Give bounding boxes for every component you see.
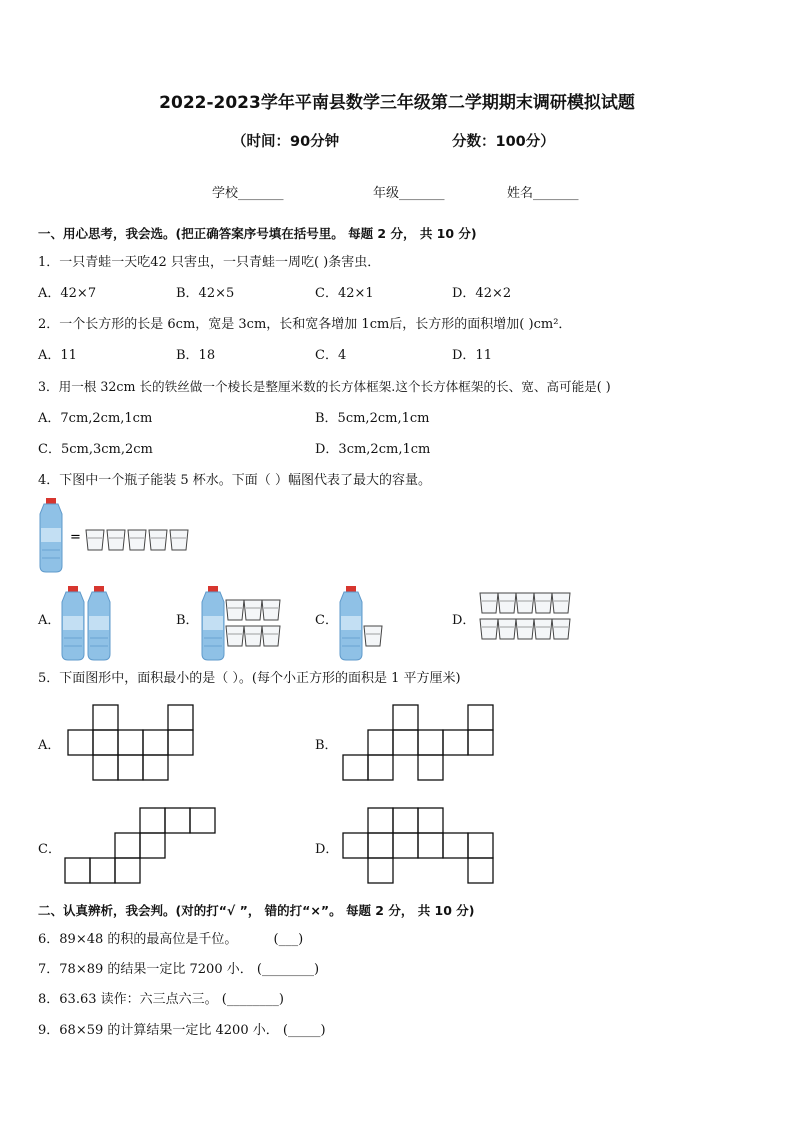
cup-icon <box>244 626 262 646</box>
grid-square <box>143 730 168 755</box>
cup-icon <box>480 593 498 613</box>
q7-answer-blank[interactable]: (________) <box>256 962 320 977</box>
grid-square <box>343 833 368 858</box>
q1-option-b: B．42×5 <box>176 286 235 301</box>
q1-option-d: D．42×2 <box>452 286 512 301</box>
cup-icon <box>480 619 498 639</box>
grid-square <box>468 705 493 730</box>
grid-square <box>368 755 393 780</box>
cup-icon <box>262 626 280 646</box>
q5-option-a-grid <box>68 705 198 781</box>
grid-square <box>393 730 418 755</box>
grid-square <box>418 833 443 858</box>
grid-square <box>90 858 115 883</box>
equals-sign: = <box>70 530 81 545</box>
cup-icon <box>244 600 262 620</box>
grid-square <box>140 833 165 858</box>
grid-square <box>165 808 190 833</box>
grid-square <box>368 808 393 833</box>
grid-square <box>115 833 140 858</box>
grid-square <box>168 705 193 730</box>
exam-score: 分数：100分） <box>452 134 555 150</box>
q7-row <box>38 958 319 977</box>
grid-square <box>93 730 118 755</box>
cup-icon <box>364 626 382 646</box>
q8-row <box>38 988 284 1007</box>
cup-icon <box>552 593 570 613</box>
grid-square <box>393 833 418 858</box>
cup-icon <box>498 593 516 613</box>
q3-option-d: D．3cm,2cm,1cm <box>315 442 431 457</box>
grid-square <box>393 705 418 730</box>
grid-square <box>443 833 468 858</box>
grid-square <box>368 730 393 755</box>
q5-option-c: C． <box>38 842 61 857</box>
grade-field: 年级_______ <box>373 186 445 201</box>
cup-icon <box>534 593 552 613</box>
q7-stem: 7．78×89 的结果一定比 7200 小． <box>38 962 253 977</box>
q6-row <box>38 928 303 947</box>
bottle-icon <box>88 586 110 660</box>
q9-answer-blank[interactable]: (_____) <box>282 1023 326 1038</box>
q1-option-a: A．42×7 <box>38 286 97 301</box>
q5-option-b-grid <box>343 705 495 781</box>
grid-square <box>393 808 418 833</box>
q5-option-a: A． <box>38 738 61 753</box>
name-field: 姓名_______ <box>507 186 579 201</box>
grid-square <box>115 858 140 883</box>
q3-stem: 3．用一根 32cm 长的铁丝做一个棱长是整厘米数的长方体框架.这个长方体框架的长、宽、高可能是( ) <box>38 379 611 394</box>
q3-option-b: B．5cm,2cm,1cm <box>315 411 430 426</box>
cup-icon <box>552 619 570 639</box>
q2-option-b: B．18 <box>176 348 216 363</box>
cup-icon <box>498 619 516 639</box>
section2-heading: 二、认真辨析，我会判。(对的打“√ ”， 错的打“×”。 每题 2 分， 共 10 分) <box>38 903 475 918</box>
q5-option-d-grid <box>343 808 498 884</box>
q4-stem: 4．下图中一个瓶子能装 5 杯水。下面（ ）幅图代表了最大的容量。 <box>38 473 431 488</box>
cup-icon <box>516 619 534 639</box>
q9-stem: 9．68×59 的计算结果一定比 4200 小． <box>38 1023 279 1038</box>
grid-square <box>468 730 493 755</box>
grid-square <box>143 755 168 780</box>
bottle-icon <box>62 586 84 660</box>
bottle-icon <box>202 586 224 660</box>
grid-square <box>93 755 118 780</box>
page-title: 2022-2023学年平南县数学三年级第二学期期末调研模拟试题 <box>159 93 635 113</box>
q8-answer-blank[interactable]: (________) <box>221 992 284 1007</box>
q3-option-a: A．7cm,2cm,1cm <box>38 411 153 426</box>
q4-option-a: A． <box>38 613 61 628</box>
cup-icon <box>516 593 534 613</box>
q6-answer-blank[interactable]: (___) <box>273 932 304 947</box>
cup-icon <box>226 600 244 620</box>
q1-stem: 1．一只青蛙一天吃42 只害虫，一只青蛙一周吃( )条害虫． <box>38 255 381 270</box>
q2-option-d: D．11 <box>452 348 492 363</box>
q4-option-c: C． <box>315 613 338 628</box>
q4-option-d-figure <box>480 593 572 641</box>
grid-square <box>468 833 493 858</box>
q5-stem: 5．下面图形中，面积最小的是（ ）。(每个小正方形的面积是 1 平方厘米) <box>38 671 461 686</box>
q2-option-c: C．4 <box>315 348 347 363</box>
grid-square <box>418 730 443 755</box>
cup-icon <box>226 626 244 646</box>
grid-square <box>190 808 215 833</box>
q9-row <box>38 1019 326 1038</box>
cup-icon <box>262 600 280 620</box>
q3-option-c: C．5cm,3cm,2cm <box>38 442 153 457</box>
grid-square <box>65 858 90 883</box>
grid-square <box>118 755 143 780</box>
grid-square <box>468 858 493 883</box>
grid-square <box>418 755 443 780</box>
bottle-icon <box>340 586 362 660</box>
q8-stem: 8．63.63 读作：六三点六三。 <box>38 992 218 1007</box>
q2-stem: 2．一个长方形的长是 6cm，宽是 3cm，长和宽各增加 1cm后，长方形的面积增加( )cm²． <box>38 317 572 332</box>
exam-time: （时间：90分钟 <box>232 134 340 150</box>
grid-square <box>443 730 468 755</box>
q4-reference-figure <box>38 498 198 574</box>
cup-icon <box>534 619 552 639</box>
q4-option-a-figure <box>60 586 120 646</box>
school-field: 学校_______ <box>212 186 284 201</box>
grid-square <box>368 833 393 858</box>
q4-option-d: D． <box>452 613 476 628</box>
grid-square <box>418 808 443 833</box>
q2-option-a: A．11 <box>38 348 77 363</box>
q5-option-c-grid <box>65 808 220 884</box>
q5-option-b: B． <box>315 738 338 753</box>
grid-square <box>368 858 393 883</box>
q1-option-c: C．42×1 <box>315 286 374 301</box>
q6-stem: 6．89×48 的积的最高位是千位。 <box>38 932 238 947</box>
q4-option-b: B． <box>176 613 199 628</box>
q5-option-d: D． <box>315 842 339 857</box>
grid-square <box>68 730 93 755</box>
q4-option-c-figure <box>338 586 388 648</box>
grid-square <box>168 730 193 755</box>
q4-option-b-figure <box>200 586 280 648</box>
grid-square <box>343 755 368 780</box>
grid-square <box>93 705 118 730</box>
grid-square <box>118 730 143 755</box>
section1-heading: 一、用心思考，我会选。(把正确答案序号填在括号里。 每题 2 分， 共 10 分) <box>38 226 477 241</box>
grid-square <box>140 808 165 833</box>
